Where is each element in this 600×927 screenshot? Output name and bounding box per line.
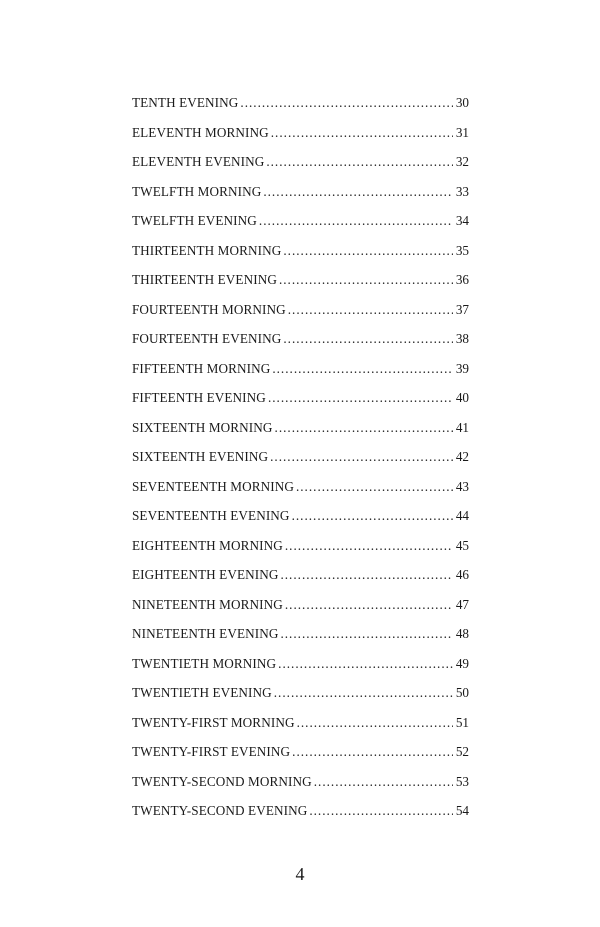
- toc-entry-page: 34: [455, 213, 469, 228]
- toc-entry-page: 32: [455, 154, 469, 169]
- toc-entry: [132, 678, 469, 708]
- toc-entry-page: 47: [455, 596, 469, 612]
- toc-entry: [132, 324, 469, 354]
- toc-entry-title: THIRTEENTH MORNING: [132, 242, 282, 258]
- toc-entry-title: ELEVENTH EVENING: [132, 154, 265, 169]
- dot-leader: [292, 501, 453, 531]
- toc-entry-page: 38: [455, 331, 469, 346]
- toc-entry-page: 33: [455, 183, 469, 199]
- toc-entry: [132, 147, 469, 177]
- toc-entry: [132, 442, 469, 472]
- toc-entry-title: TWELFTH EVENING: [132, 213, 257, 228]
- dot-leader: [297, 708, 453, 738]
- dot-leader: [296, 472, 453, 502]
- toc-entry: [132, 206, 469, 236]
- toc-entry: [132, 796, 469, 826]
- dot-leader: [280, 560, 453, 590]
- dot-leader: [279, 265, 453, 295]
- toc-entry-page: 35: [455, 242, 469, 258]
- toc-entry-page: 42: [455, 449, 469, 464]
- toc-entry-page: 40: [455, 390, 469, 405]
- toc-entry-page: 46: [455, 567, 469, 582]
- toc-entry: [132, 295, 469, 325]
- dot-leader: [285, 531, 453, 561]
- dot-leader: [266, 147, 453, 177]
- toc-entry-page: 43: [455, 478, 469, 494]
- toc-entry-page: 52: [455, 744, 469, 759]
- dot-leader: [309, 796, 453, 826]
- toc-entry-title: TWELFTH MORNING: [132, 183, 262, 199]
- dot-leader: [278, 649, 453, 679]
- toc-entry-title: EIGHTEENTH MORNING: [132, 537, 283, 553]
- toc-entry-title: FIFTEENTH EVENING: [132, 390, 266, 405]
- toc-entry-page: 36: [455, 272, 469, 287]
- dot-leader: [268, 383, 453, 413]
- dot-leader: [263, 177, 453, 207]
- dot-leader: [283, 236, 453, 266]
- toc-entry-title: TWENTIETH MORNING: [132, 655, 277, 671]
- toc-entry-title: SIXTEENTH MORNING: [132, 419, 273, 435]
- dot-leader: [240, 88, 453, 118]
- toc-entry: [132, 737, 469, 767]
- dot-leader: [314, 767, 453, 797]
- toc-entry-title: TWENTY-SECOND EVENING: [132, 803, 308, 818]
- toc-entry-title: FOURTEENTH MORNING: [132, 301, 286, 317]
- toc-entry-title: SEVENTEENTH EVENING: [132, 508, 290, 523]
- toc-entry-page: 54: [455, 803, 469, 818]
- toc-entry-page: 50: [455, 685, 469, 700]
- toc-entry-page: 44: [455, 508, 469, 523]
- page-number: 4: [295, 864, 305, 884]
- toc-entry-title: FOURTEENTH EVENING: [132, 331, 282, 346]
- toc-entry: [132, 501, 469, 531]
- toc-entry: [132, 560, 469, 590]
- toc-entry: [132, 619, 469, 649]
- toc-entry-title: NINETEENTH MORNING: [132, 596, 283, 612]
- toc-entry-title: TWENTY-FIRST MORNING: [132, 714, 295, 730]
- toc-entry: [132, 265, 469, 295]
- dot-leader: [259, 206, 453, 236]
- dot-leader: [280, 619, 453, 649]
- toc-entry-page: 41: [455, 419, 469, 435]
- toc-entry-title: SIXTEENTH EVENING: [132, 449, 269, 464]
- toc-entry-page: 48: [455, 626, 469, 641]
- toc-entry-page: 37: [455, 301, 469, 317]
- table-of-contents: [132, 88, 469, 826]
- dot-leader: [275, 413, 453, 443]
- dot-leader: [285, 590, 453, 620]
- dot-leader: [274, 678, 453, 708]
- toc-entry-title: SEVENTEENTH MORNING: [132, 478, 294, 494]
- dot-leader: [271, 118, 453, 148]
- toc-entry: [132, 767, 469, 797]
- toc-entry-page: 51: [455, 714, 469, 730]
- toc-entry-page: 39: [455, 360, 469, 376]
- toc-entry-title: TWENTIETH EVENING: [132, 685, 272, 700]
- toc-entry-title: THIRTEENTH EVENING: [132, 272, 277, 287]
- toc-entry: [132, 383, 469, 413]
- toc-entry-page: 30: [455, 95, 469, 110]
- toc-entry-title: TENTH EVENING: [132, 95, 239, 110]
- dot-leader: [288, 295, 453, 325]
- toc-entry: [132, 590, 469, 620]
- toc-entry: [132, 236, 469, 266]
- toc-entry: [132, 354, 469, 384]
- toc-entry-page: 49: [455, 655, 469, 671]
- toc-entry: [132, 177, 469, 207]
- dot-leader: [292, 737, 453, 767]
- toc-entry-title: FIFTEENTH MORNING: [132, 360, 271, 376]
- toc-entry: [132, 649, 469, 679]
- toc-entry-title: ELEVENTH MORNING: [132, 124, 269, 140]
- dot-leader: [283, 324, 453, 354]
- toc-entry-title: TWENTY-FIRST EVENING: [132, 744, 291, 759]
- toc-entry-title: EIGHTEENTH EVENING: [132, 567, 279, 582]
- toc-entry: [132, 472, 469, 502]
- dot-leader: [270, 442, 453, 472]
- dot-leader: [272, 354, 453, 384]
- toc-entry: [132, 531, 469, 561]
- toc-entry-title: TWENTY-SECOND MORNING: [132, 773, 312, 789]
- toc-entry-page: 31: [455, 124, 469, 140]
- toc-entry-title: NINETEENTH EVENING: [132, 626, 279, 641]
- toc-entry: [132, 88, 469, 118]
- toc-entry-page: 53: [455, 773, 469, 789]
- toc-entry: [132, 413, 469, 443]
- toc-entry: [132, 708, 469, 738]
- toc-entry-page: 45: [455, 537, 469, 553]
- toc-entry: [132, 118, 469, 148]
